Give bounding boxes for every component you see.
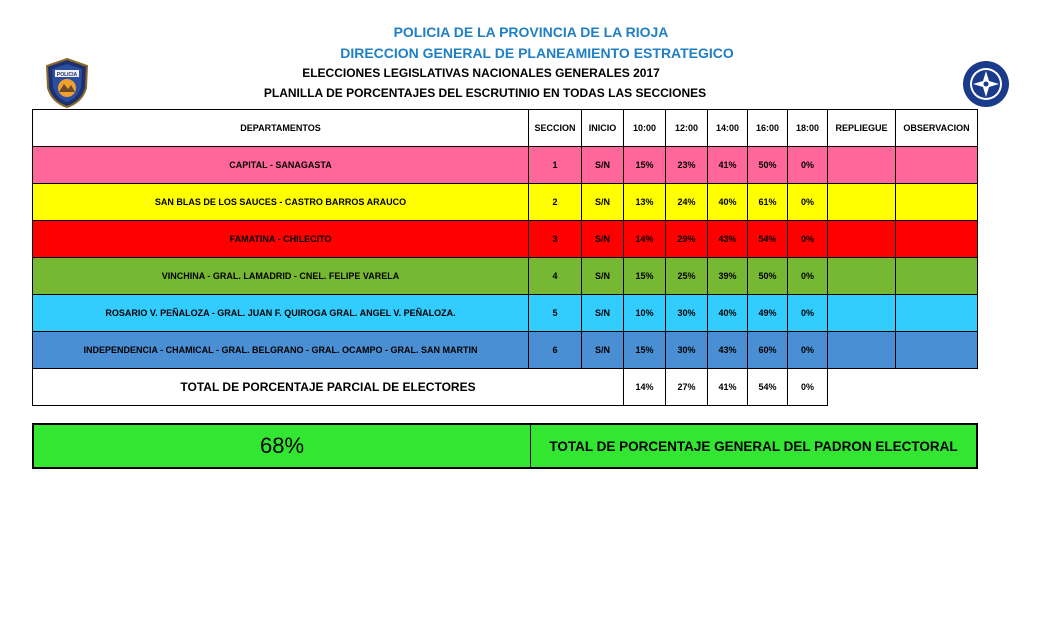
- pct-1800-cell: 0%: [788, 295, 828, 332]
- table-row: [33, 258, 978, 295]
- pct-1000-cell: 15%: [624, 147, 666, 184]
- observacion-cell: [896, 295, 978, 332]
- col-header-repliegue: REPLIEGUE: [828, 110, 896, 147]
- seccion-cell: 2: [529, 184, 582, 221]
- repliegue-cell: [828, 258, 896, 295]
- departamento-cell: FAMATINA - CHILECITO: [33, 221, 529, 258]
- inicio-cell: S/N: [582, 295, 624, 332]
- pct-1400-cell: 40%: [708, 184, 748, 221]
- police-badge-icon: [44, 58, 90, 108]
- table-row: [33, 221, 978, 258]
- pct-1600-cell: 49%: [748, 295, 788, 332]
- title-line-1: POLICIA DE LA PROVINCIA DE LA RIOJA: [393, 24, 669, 40]
- pct-1200-cell: 29%: [666, 221, 708, 258]
- pct-1200-cell: 24%: [666, 184, 708, 221]
- departamento-cell: CAPITAL - SANAGASTA: [33, 147, 529, 184]
- title-line-4: PLANILLA DE PORCENTAJES DEL ESCRUTINIO EN TODAS LAS SECCIONES: [263, 86, 707, 100]
- seccion-cell: 1: [529, 147, 582, 184]
- total-1200-cell: 27%: [666, 369, 708, 406]
- col-header-departamentos: DEPARTAMENTOS: [33, 110, 529, 147]
- title-line-2: DIRECCION GENERAL DE PLANEAMIENTO ESTRATEGICO: [340, 45, 734, 61]
- table-header-row: [33, 110, 978, 147]
- repliegue-cell: [828, 147, 896, 184]
- pct-1000-cell: 13%: [624, 184, 666, 221]
- repliegue-cell: [828, 295, 896, 332]
- pct-1600-cell: 50%: [748, 258, 788, 295]
- seccion-cell: 4: [529, 258, 582, 295]
- inicio-cell: S/N: [582, 221, 624, 258]
- pct-1000-cell: 10%: [624, 295, 666, 332]
- pct-1800-cell: 0%: [788, 147, 828, 184]
- table-row: [33, 295, 978, 332]
- observacion-cell: [896, 184, 978, 221]
- pct-1200-cell: 30%: [666, 332, 708, 369]
- seccion-cell: 3: [529, 221, 582, 258]
- inicio-cell: S/N: [582, 184, 624, 221]
- pct-1400-cell: 43%: [708, 332, 748, 369]
- empty-cell: [828, 369, 896, 406]
- direction-emblem-icon: [962, 60, 1010, 108]
- pct-1600-cell: 60%: [748, 332, 788, 369]
- table-row: [33, 184, 978, 221]
- departamento-cell: INDEPENDENCIA - CHAMICAL - GRAL. BELGRANO - GRAL. OCAMPO - GRAL. SAN MARTIN: [33, 332, 529, 369]
- pct-1000-cell: 15%: [624, 332, 666, 369]
- pct-1800-cell: 0%: [788, 184, 828, 221]
- total-label: TOTAL DE PORCENTAJE PARCIAL DE ELECTORES: [33, 369, 624, 406]
- col-header-seccion: SECCION: [529, 110, 582, 147]
- repliegue-cell: [828, 221, 896, 258]
- total-1600-cell: 54%: [748, 369, 788, 406]
- pct-1000-cell: 14%: [624, 221, 666, 258]
- empty-cell: [896, 369, 978, 406]
- col-header-1000: 10:00: [624, 110, 666, 147]
- col-header-1400: 14:00: [708, 110, 748, 147]
- inicio-cell: S/N: [582, 332, 624, 369]
- general-percent-label: TOTAL DE PORCENTAJE GENERAL DEL PADRON ELECTORAL: [549, 438, 958, 454]
- pct-1400-cell: 43%: [708, 221, 748, 258]
- table-row: [33, 147, 978, 184]
- pct-1600-cell: 61%: [748, 184, 788, 221]
- pct-1200-cell: 25%: [666, 258, 708, 295]
- general-percent: 68%: [34, 425, 531, 467]
- repliegue-cell: [828, 184, 896, 221]
- col-header-1600: 16:00: [748, 110, 788, 147]
- inicio-cell: S/N: [582, 258, 624, 295]
- total-row: [33, 369, 978, 406]
- pct-1800-cell: 0%: [788, 332, 828, 369]
- escrutinio-table: [32, 109, 978, 406]
- pct-1400-cell: 41%: [708, 147, 748, 184]
- police-badge-text: POLICIA: [56, 72, 78, 78]
- total-1000-cell: 14%: [624, 369, 666, 406]
- col-header-inicio: INICIO: [582, 110, 624, 147]
- total-1800-cell: 0%: [788, 369, 828, 406]
- pct-1000-cell: 15%: [624, 258, 666, 295]
- observacion-cell: [896, 258, 978, 295]
- col-header-1800: 18:00: [788, 110, 828, 147]
- col-header-1200: 12:00: [666, 110, 708, 147]
- repliegue-cell: [828, 332, 896, 369]
- pct-1200-cell: 30%: [666, 295, 708, 332]
- departamento-cell: ROSARIO V. PEÑALOZA - GRAL. JUAN F. QUIROGA GRAL. ANGEL V. PEÑALOZA.: [33, 295, 529, 332]
- title-line-3: ELECCIONES LEGISLATIVAS NACIONALES GENERALES 2017: [302, 66, 660, 80]
- observacion-cell: [896, 147, 978, 184]
- inicio-cell: S/N: [582, 147, 624, 184]
- seccion-cell: 5: [529, 295, 582, 332]
- pct-1200-cell: 23%: [666, 147, 708, 184]
- pct-1400-cell: 40%: [708, 295, 748, 332]
- observacion-cell: [896, 332, 978, 369]
- seccion-cell: 6: [529, 332, 582, 369]
- pct-1400-cell: 39%: [708, 258, 748, 295]
- col-header-observacion: OBSERVACION: [896, 110, 978, 147]
- departamento-cell: SAN BLAS DE LOS SAUCES - CASTRO BARROS ARAUCO: [33, 184, 529, 221]
- departamento-cell: VINCHINA - GRAL. LAMADRID - CNEL. FELIPE VARELA: [33, 258, 529, 295]
- pct-1600-cell: 54%: [748, 221, 788, 258]
- observacion-cell: [896, 221, 978, 258]
- pct-1600-cell: 50%: [748, 147, 788, 184]
- total-1400-cell: 41%: [708, 369, 748, 406]
- pct-1800-cell: 0%: [788, 258, 828, 295]
- pct-1800-cell: 0%: [788, 221, 828, 258]
- general-summary-box: [32, 423, 978, 469]
- table-row: [33, 332, 978, 369]
